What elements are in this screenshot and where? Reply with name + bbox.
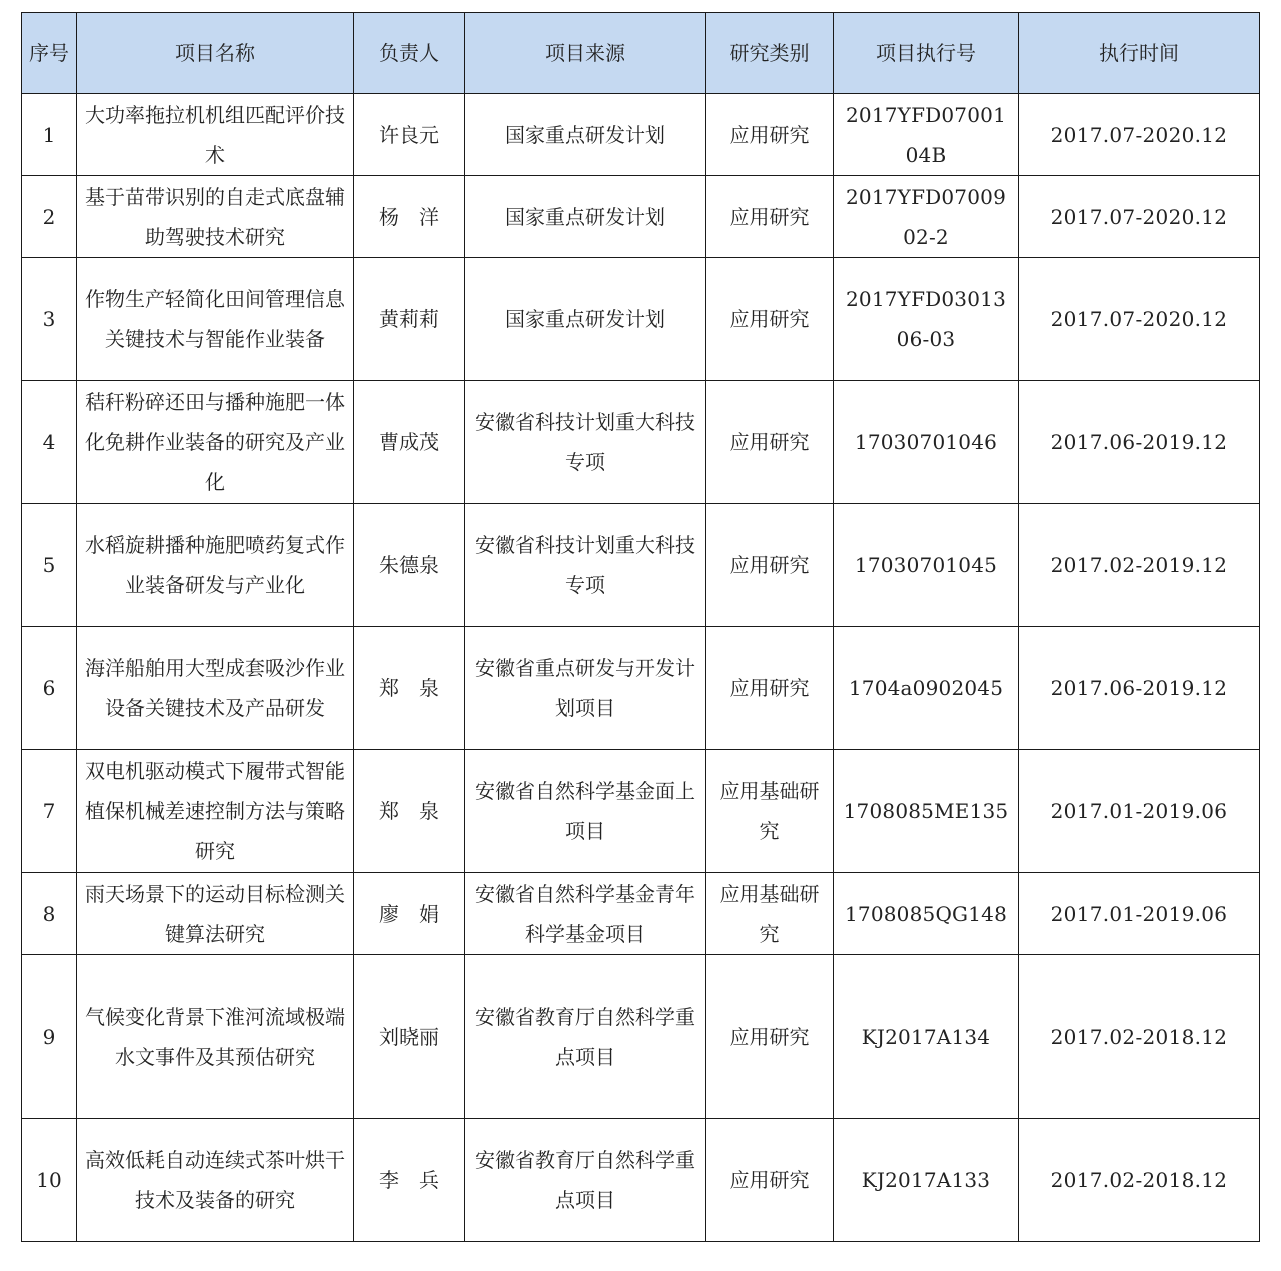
table-body [22, 94, 1260, 1242]
table-row [22, 381, 1260, 504]
cell-name: 水稻旋耕播种施肥喷药复式作业装备研发与产业化 [77, 504, 354, 627]
cell-seq: 6 [22, 627, 77, 750]
cell-period: 2017.06-2019.12 [1019, 627, 1260, 750]
cell-seq: 5 [22, 504, 77, 627]
cell-leader: 杨 洋 [354, 176, 465, 258]
header-source: 项目来源 [465, 13, 706, 94]
cell-seq: 1 [22, 94, 77, 176]
table-row [22, 176, 1260, 258]
cell-name: 雨天场景下的运动目标检测关键算法研究 [77, 873, 354, 955]
cell-category: 应用研究 [706, 627, 834, 750]
cell-name: 海洋船舶用大型成套吸沙作业设备关键技术及产品研发 [77, 627, 354, 750]
table-row [22, 94, 1260, 176]
cell-seq: 10 [22, 1119, 77, 1242]
cell-project-id: 1704a0902045 [834, 627, 1019, 750]
table-row [22, 258, 1260, 381]
cell-project-id: 1708085QG148 [834, 873, 1019, 955]
cell-name: 高效低耗自动连续式茶叶烘干技术及装备的研究 [77, 1119, 354, 1242]
table-row [22, 955, 1260, 1119]
header-period: 执行时间 [1019, 13, 1260, 94]
cell-project-id: 1708085ME135 [834, 750, 1019, 873]
cell-seq: 8 [22, 873, 77, 955]
cell-source: 安徽省科技计划重大科技专项 [465, 504, 706, 627]
cell-period: 2017.07-2020.12 [1019, 94, 1260, 176]
cell-seq: 9 [22, 955, 77, 1119]
cell-project-id: 17030701046 [834, 381, 1019, 504]
cell-period: 2017.01-2019.06 [1019, 750, 1260, 873]
project-table [21, 12, 1260, 1242]
cell-period: 2017.02-2018.12 [1019, 955, 1260, 1119]
cell-source: 安徽省科技计划重大科技专项 [465, 381, 706, 504]
header-row [22, 13, 1260, 94]
cell-project-id: KJ2017A134 [834, 955, 1019, 1119]
cell-source: 国家重点研发计划 [465, 176, 706, 258]
header-leader: 负责人 [354, 13, 465, 94]
header-name: 项目名称 [77, 13, 354, 94]
cell-period: 2017.07-2020.12 [1019, 176, 1260, 258]
cell-category: 应用研究 [706, 381, 834, 504]
cell-leader: 刘晓丽 [354, 955, 465, 1119]
cell-source: 安徽省自然科学基金青年科学基金项目 [465, 873, 706, 955]
cell-seq: 3 [22, 258, 77, 381]
cell-category: 应用研究 [706, 1119, 834, 1242]
header-category: 研究类别 [706, 13, 834, 94]
cell-category: 应用研究 [706, 258, 834, 381]
cell-project-id: 17030701045 [834, 504, 1019, 627]
cell-leader: 许良元 [354, 94, 465, 176]
cell-seq: 2 [22, 176, 77, 258]
cell-category: 应用研究 [706, 504, 834, 627]
table-row [22, 1119, 1260, 1242]
cell-project-id: 2017YFD0301306-03 [834, 258, 1019, 381]
table-row [22, 750, 1260, 873]
cell-leader: 黄莉莉 [354, 258, 465, 381]
cell-leader: 郑 泉 [354, 627, 465, 750]
cell-period: 2017.07-2020.12 [1019, 258, 1260, 381]
cell-source: 国家重点研发计划 [465, 94, 706, 176]
cell-name: 秸秆粉碎还田与播种施肥一体化免耕作业装备的研究及产业化 [77, 381, 354, 504]
header-project-id: 项目执行号 [834, 13, 1019, 94]
cell-source: 安徽省重点研发与开发计划项目 [465, 627, 706, 750]
cell-category: 应用研究 [706, 176, 834, 258]
cell-project-id: 2017YFD0700902-2 [834, 176, 1019, 258]
cell-leader: 朱德泉 [354, 504, 465, 627]
cell-leader: 李 兵 [354, 1119, 465, 1242]
cell-seq: 7 [22, 750, 77, 873]
cell-source: 国家重点研发计划 [465, 258, 706, 381]
cell-project-id: 2017YFD0700104B [834, 94, 1019, 176]
cell-period: 2017.02-2018.12 [1019, 1119, 1260, 1242]
cell-period: 2017.01-2019.06 [1019, 873, 1260, 955]
cell-leader: 郑 泉 [354, 750, 465, 873]
cell-name: 气候变化背景下淮河流域极端水文事件及其预估研究 [77, 955, 354, 1119]
cell-project-id: KJ2017A133 [834, 1119, 1019, 1242]
cell-source: 安徽省教育厅自然科学重点项目 [465, 955, 706, 1119]
cell-name: 双电机驱动模式下履带式智能植保机械差速控制方法与策略研究 [77, 750, 354, 873]
cell-category: 应用基础研究 [706, 873, 834, 955]
cell-category: 应用研究 [706, 94, 834, 176]
table-header [22, 13, 1260, 94]
cell-leader: 曹成茂 [354, 381, 465, 504]
cell-source: 安徽省自然科学基金面上项目 [465, 750, 706, 873]
cell-period: 2017.06-2019.12 [1019, 381, 1260, 504]
cell-leader: 廖 娟 [354, 873, 465, 955]
header-seq: 序号 [22, 13, 77, 94]
cell-name: 基于苗带识别的自走式底盘辅助驾驶技术研究 [77, 176, 354, 258]
table-row [22, 504, 1260, 627]
cell-period: 2017.02-2019.12 [1019, 504, 1260, 627]
cell-name: 大功率拖拉机机组匹配评价技术 [77, 94, 354, 176]
cell-category: 应用研究 [706, 955, 834, 1119]
cell-seq: 4 [22, 381, 77, 504]
cell-name: 作物生产轻简化田间管理信息关键技术与智能作业装备 [77, 258, 354, 381]
table-row [22, 873, 1260, 955]
table-row [22, 627, 1260, 750]
cell-category: 应用基础研究 [706, 750, 834, 873]
cell-source: 安徽省教育厅自然科学重点项目 [465, 1119, 706, 1242]
